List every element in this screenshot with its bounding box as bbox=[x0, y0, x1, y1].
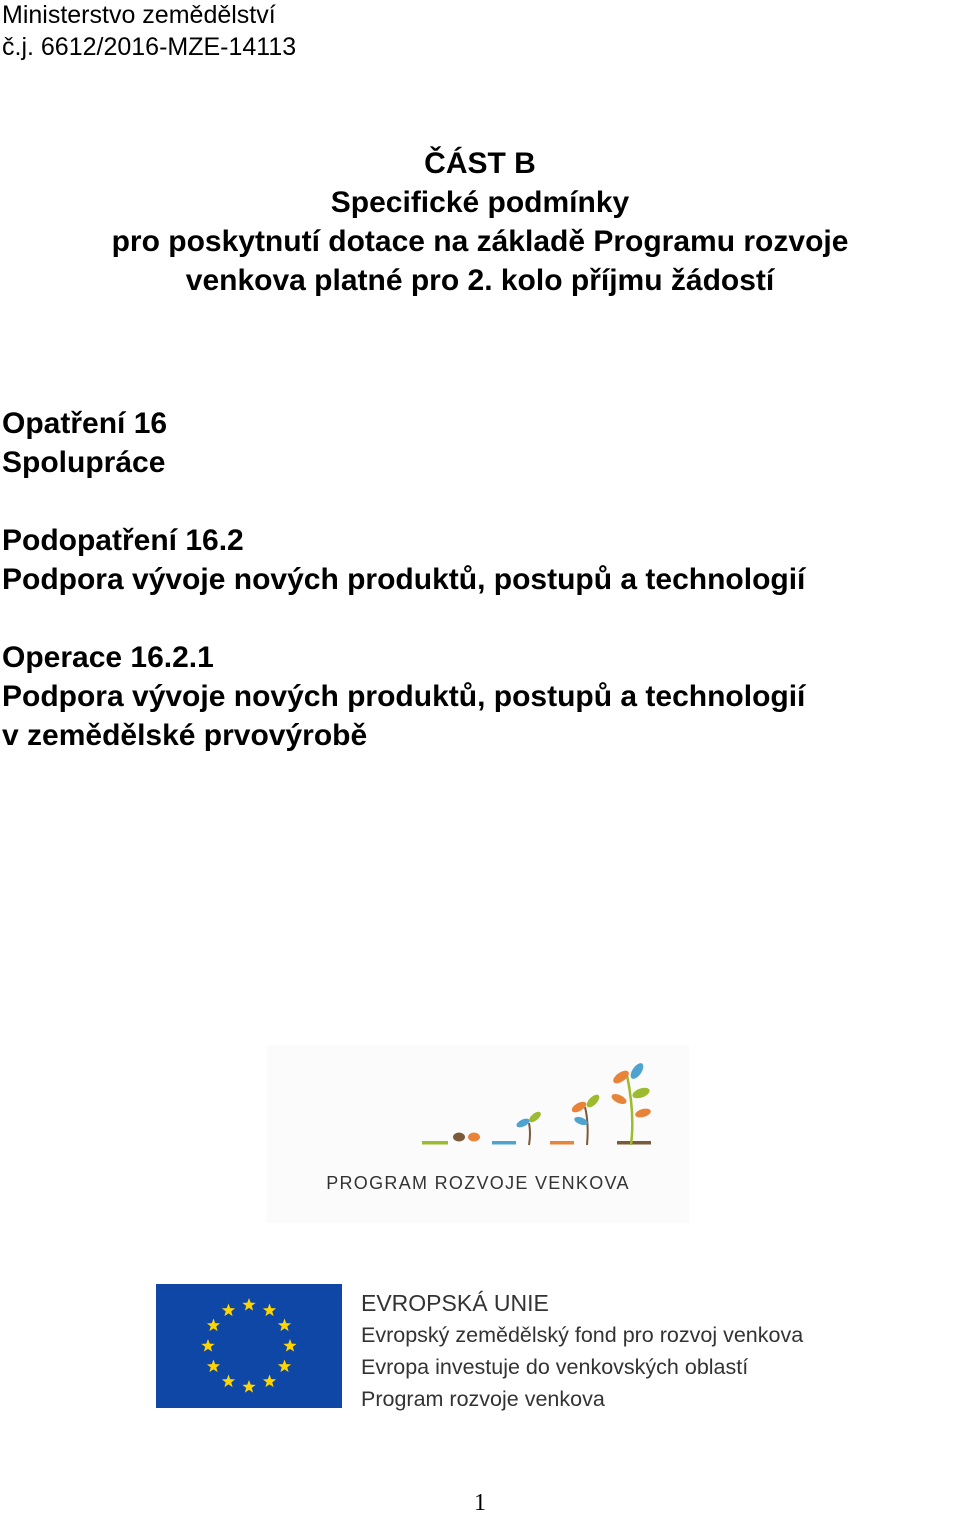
leaf-icon bbox=[631, 1086, 651, 1101]
document-title bbox=[0, 144, 960, 300]
eu-slogan: Evropa investuje do venkovských oblastí bbox=[361, 1355, 749, 1379]
leaf-icon bbox=[628, 1061, 646, 1081]
submeasure-name: Podpora vývoje nových produktů, postupů a technologií bbox=[2, 563, 806, 596]
prv-logo-text: PROGRAM ROZVOJE VENKOVA bbox=[326, 1173, 630, 1193]
logo-dash bbox=[422, 1141, 448, 1145]
measure-label: Opatření 16 bbox=[2, 407, 168, 440]
logo-dash bbox=[617, 1141, 651, 1145]
operation-name-line-2: v zemědělské prvovýrobě bbox=[2, 719, 368, 752]
title-line-2: Specifické podmínky bbox=[330, 186, 630, 219]
leaf-icon bbox=[634, 1107, 652, 1119]
eu-program-name: Program rozvoje venkova bbox=[361, 1387, 605, 1411]
measure-name: Spolupráce bbox=[2, 446, 166, 479]
prv-logo-graphic bbox=[267, 1045, 689, 1173]
reference-number: č.j. 6612/2016-MZE-14113 bbox=[2, 33, 297, 61]
leaf-icon bbox=[585, 1093, 602, 1110]
prv-logo bbox=[267, 1045, 689, 1223]
leaf-icon bbox=[515, 1117, 531, 1129]
leaf-icon bbox=[527, 1110, 542, 1124]
logo-dash bbox=[492, 1141, 516, 1145]
eu-logo-text bbox=[361, 1287, 803, 1415]
measure-block bbox=[2, 404, 167, 482]
tree-stem-icon bbox=[627, 1075, 632, 1145]
operation-name-line-1 bbox=[2, 677, 958, 716]
eu-name: EVROPSKÁ UNIE bbox=[361, 1290, 549, 1316]
submeasure-label: Podopatření 16.2 bbox=[2, 524, 244, 557]
title-part: ČÁST B bbox=[424, 147, 536, 180]
ministry-name: Ministerstvo zemědělství bbox=[2, 1, 276, 29]
operation-label: Operace 16.2.1 bbox=[2, 641, 214, 674]
sprout-stem-icon bbox=[529, 1123, 530, 1145]
title-line-3: pro poskytnutí dotace na základě Programu rozvoje bbox=[111, 225, 849, 258]
leaf-icon bbox=[610, 1092, 628, 1106]
page-number: 1 bbox=[474, 1490, 486, 1516]
operation-block bbox=[2, 638, 958, 755]
logo-dash bbox=[550, 1141, 574, 1145]
sprout-stem-icon bbox=[585, 1107, 588, 1145]
operation-name-text: Podpora vývoje nových produktů, postupů a technologií bbox=[2, 680, 806, 713]
seed-icon bbox=[468, 1133, 480, 1142]
eu-flag-icon bbox=[156, 1284, 342, 1408]
submeasure-block bbox=[2, 521, 805, 599]
title-line-4: venkova platné pro 2. kolo příjmu žádostí bbox=[185, 264, 775, 297]
seed-icon bbox=[453, 1133, 465, 1142]
eu-fund-name: Evropský zemědělský fond pro rozvoj venkova bbox=[361, 1323, 804, 1347]
